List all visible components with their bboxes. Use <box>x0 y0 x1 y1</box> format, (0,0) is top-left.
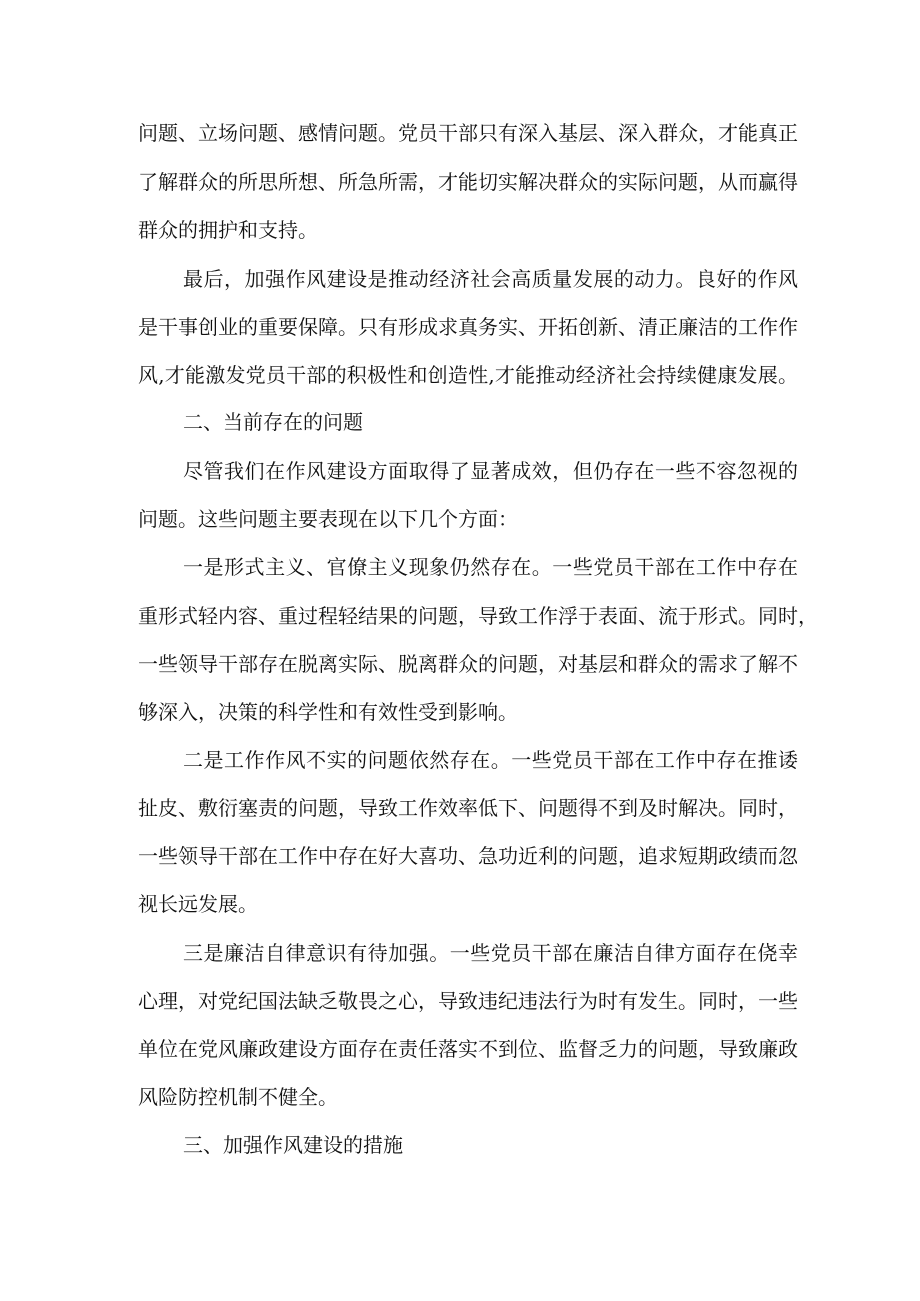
paragraph-3-line-1: 尽管我们在作风建设方面取得了显著成效，但仍存在一些不容忽视的 <box>183 459 798 483</box>
paragraph-5-line-4: 视长远发展。 <box>138 892 258 916</box>
paragraph-2-line-2: 是干事创业的重要保障。只有形成求真务实、开拓创新、清正廉洁的工作作 <box>138 315 798 339</box>
paragraph-4-line-4: 够深入，决策的科学性和有效性受到影响。 <box>138 700 518 724</box>
section-heading-2: 二、当前存在的问题 <box>183 410 363 434</box>
paragraph-1-line-2: 了解群众的所思所想、所急所需，才能切实解决群众的实际问题，从而赢得 <box>138 170 798 194</box>
paragraph-1-line-1: 问题、立场问题、感情问题。党员干部只有深入基层、深入群众，才能真正 <box>138 121 798 145</box>
paragraph-6-line-2: 心理，对党纪国法缺乏敬畏之心，导致违纪违法行为时有发生。同时，一些 <box>138 989 798 1013</box>
paragraph-6-line-1: 三是廉洁自律意识有待加强。一些党员干部在廉洁自律方面存在侥幸 <box>183 941 798 965</box>
paragraph-6-line-3: 单位在党风廉政建设方面存在责任落实不到位、监督乏力的问题，导致廉政 <box>138 1037 798 1061</box>
paragraph-2-line-1: 最后，加强作风建设是推动经济社会高质量发展的动力。良好的作风 <box>183 267 798 291</box>
paragraph-2-line-3: 风,才能激发党员干部的积极性和创造性,才能推动经济社会持续健康发展。 <box>138 363 798 387</box>
section-heading-3: 三、加强作风建设的措施 <box>183 1133 403 1157</box>
paragraph-5-line-1: 二是工作作风不实的问题依然存在。一些党员干部在工作中存在推诿 <box>183 748 798 772</box>
paragraph-1-line-3: 群众的拥护和支持。 <box>138 218 318 242</box>
paragraph-4-line-3: 一些领导干部存在脱离实际、脱离群众的问题，对基层和群众的需求了解不 <box>138 652 798 676</box>
paragraph-5-line-2: 扯皮、敷衍塞责的问题，导致工作效率低下、问题得不到及时解决。同时， <box>138 796 798 820</box>
paragraph-4-line-1: 一是形式主义、官僚主义现象仍然存在。一些党员干部在工作中存在 <box>183 555 798 579</box>
paragraph-4-line-2: 重形式轻内容、重过程轻结果的问题，导致工作浮于表面、流于形式。同时， <box>138 604 818 628</box>
paragraph-5-line-3: 一些领导干部在工作中存在好大喜功、急功近利的问题，追求短期政绩而忽 <box>138 844 798 868</box>
paragraph-3-line-2: 问题。这些问题主要表现在以下几个方面： <box>138 507 518 531</box>
paragraph-6-line-4: 风险防控机制不健全。 <box>138 1085 338 1109</box>
